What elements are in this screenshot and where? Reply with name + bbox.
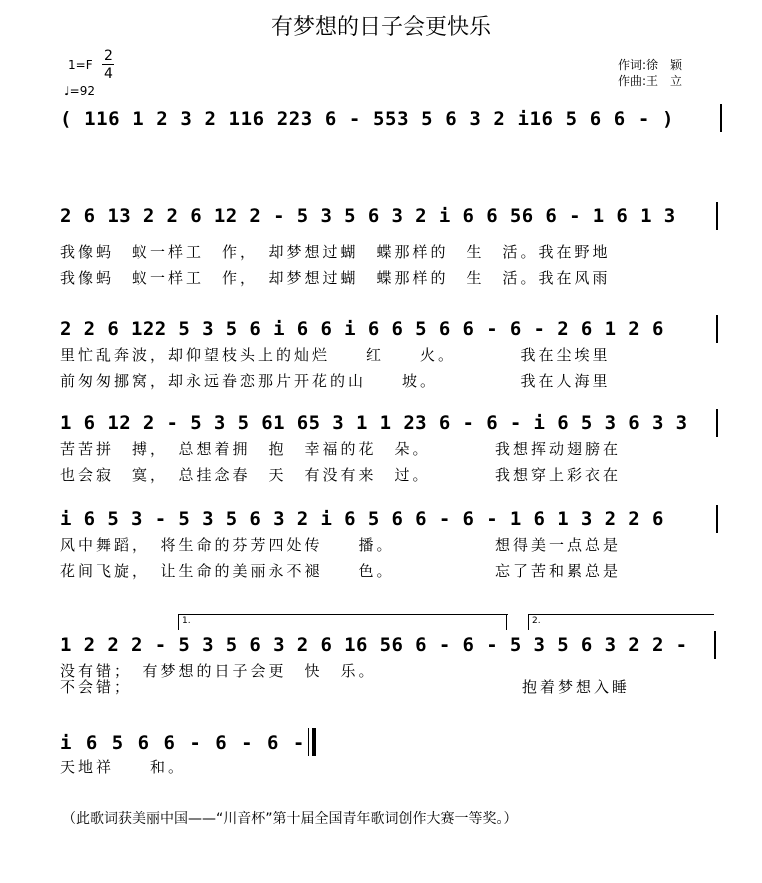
system-7 [60, 732, 380, 782]
barline-system-4-end [716, 409, 718, 437]
composer-credit: 作曲:王 立 [618, 74, 683, 88]
time-signature-bottom: 4 [104, 66, 113, 82]
key-signature: 1=F [68, 58, 93, 72]
volta-1-number: 1. [182, 616, 191, 626]
lyricist-credit: 作词:徐 颖 [618, 58, 683, 72]
lyrics-verse2-system-2: 我像蚂 蚁一样工 作， 却梦想过蝴 蝶那样的 生 活。我在风雨 [60, 269, 611, 287]
tempo-marking: ♩=92 [64, 84, 95, 98]
footnote: （此歌词获美丽中国——“川音杯”第十届全国青年歌词创作大赛一等奖。） [62, 811, 518, 827]
barline-system-5-end [716, 505, 718, 533]
notes-system-7: i 6 5 6 6 - 6 - 6 - [60, 732, 306, 754]
barline-system-6-end [714, 631, 716, 659]
lyrics-verse1-system-2: 我像蚂 蚁一样工 作， 却梦想过蝴 蝶那样的 生 活。我在野地 [60, 243, 611, 261]
lyrics-ending-2: 抱着梦想入睡 [522, 678, 631, 696]
notes-system-3: 2 2 6 122 5 3 5 6 i 6 6 i 6 6 5 6 6 - 6 - 2 6 1 2 6 [60, 318, 664, 340]
notes-system-6: 1 2 2 2 - 5 3 5 6 3 2 6 16 56 6 - 6 - 5 3 5 6 3 2 2 - [60, 634, 688, 656]
system-6 [60, 634, 720, 704]
notes-system-2: 2 6 13 2 2 6 12 2 - 5 3 5 6 3 2 i 6 6 56 6 - 1 6 1 3 [60, 205, 676, 227]
time-signature-top: 2 [104, 48, 113, 64]
final-barline-thick [312, 728, 316, 756]
final-barline-thin [308, 728, 309, 756]
lyrics-verse1-system-3: 里忙乱奔波，却仰望枝头上的灿烂 红 火。 我在尘埃里 [60, 346, 611, 364]
volta-2-number: 2. [532, 616, 541, 626]
lyrics-verse1-system-4: 苦苦拼 搏， 总想着拥 抱 幸福的花 朵。 我想挥动翅膀在 [60, 440, 622, 458]
lyrics-verse2-system-3: 前匆匆挪窝，却永远眷恋那片开花的山 坡。 我在人海里 [60, 372, 611, 390]
lyrics-verse2-system-5: 花间飞旋， 让生命的美丽永不褪 色。 忘了苦和累总是 [60, 562, 622, 580]
lyrics-verse1-system-6: 没有错； 有梦想的日子会更 快 乐。 [60, 662, 377, 680]
system-3 [60, 318, 720, 408]
volta-1-start [178, 614, 179, 630]
volta-2-start [528, 614, 529, 630]
volta-1-end [506, 614, 507, 630]
notes-system-5: i 6 5 3 - 5 3 5 6 3 2 i 6 5 6 6 - 6 - 1 6 1 3 2 2 6 [60, 508, 664, 530]
notes-system-4: 1 6 12 2 - 5 3 5 61 65 3 1 1 23 6 - 6 - i 6 5 3 6 3 3 [60, 412, 688, 434]
barline-system-3-end [716, 315, 718, 343]
barline-intro-end [720, 104, 722, 132]
lyrics-system-7: 天地祥 和。 [60, 758, 187, 776]
notes-intro: ( 116 1 2 3 2 116 223 6 - 553 5 6 3 2 i16 5 6 6 - ) [60, 108, 674, 130]
lyrics-verse2-system-6: 不会错； [60, 678, 133, 696]
system-5 [60, 508, 720, 598]
lyrics-verse2-system-4: 也会寂 寞， 总挂念春 天 有没有来 过。 我想穿上彩衣在 [60, 466, 622, 484]
system-intro [60, 108, 730, 138]
lyrics-verse1-system-5: 风中舞蹈， 将生命的芬芳四处传 播。 想得美一点总是 [60, 536, 622, 554]
system-4 [60, 412, 720, 502]
system-2 [60, 205, 720, 295]
time-signature-line [102, 64, 114, 65]
volta-2-bracket [528, 614, 714, 615]
song-title: 有梦想的日子会更快乐 [270, 15, 491, 40]
barline-system-2-end [716, 202, 718, 230]
volta-1-bracket [178, 614, 508, 615]
